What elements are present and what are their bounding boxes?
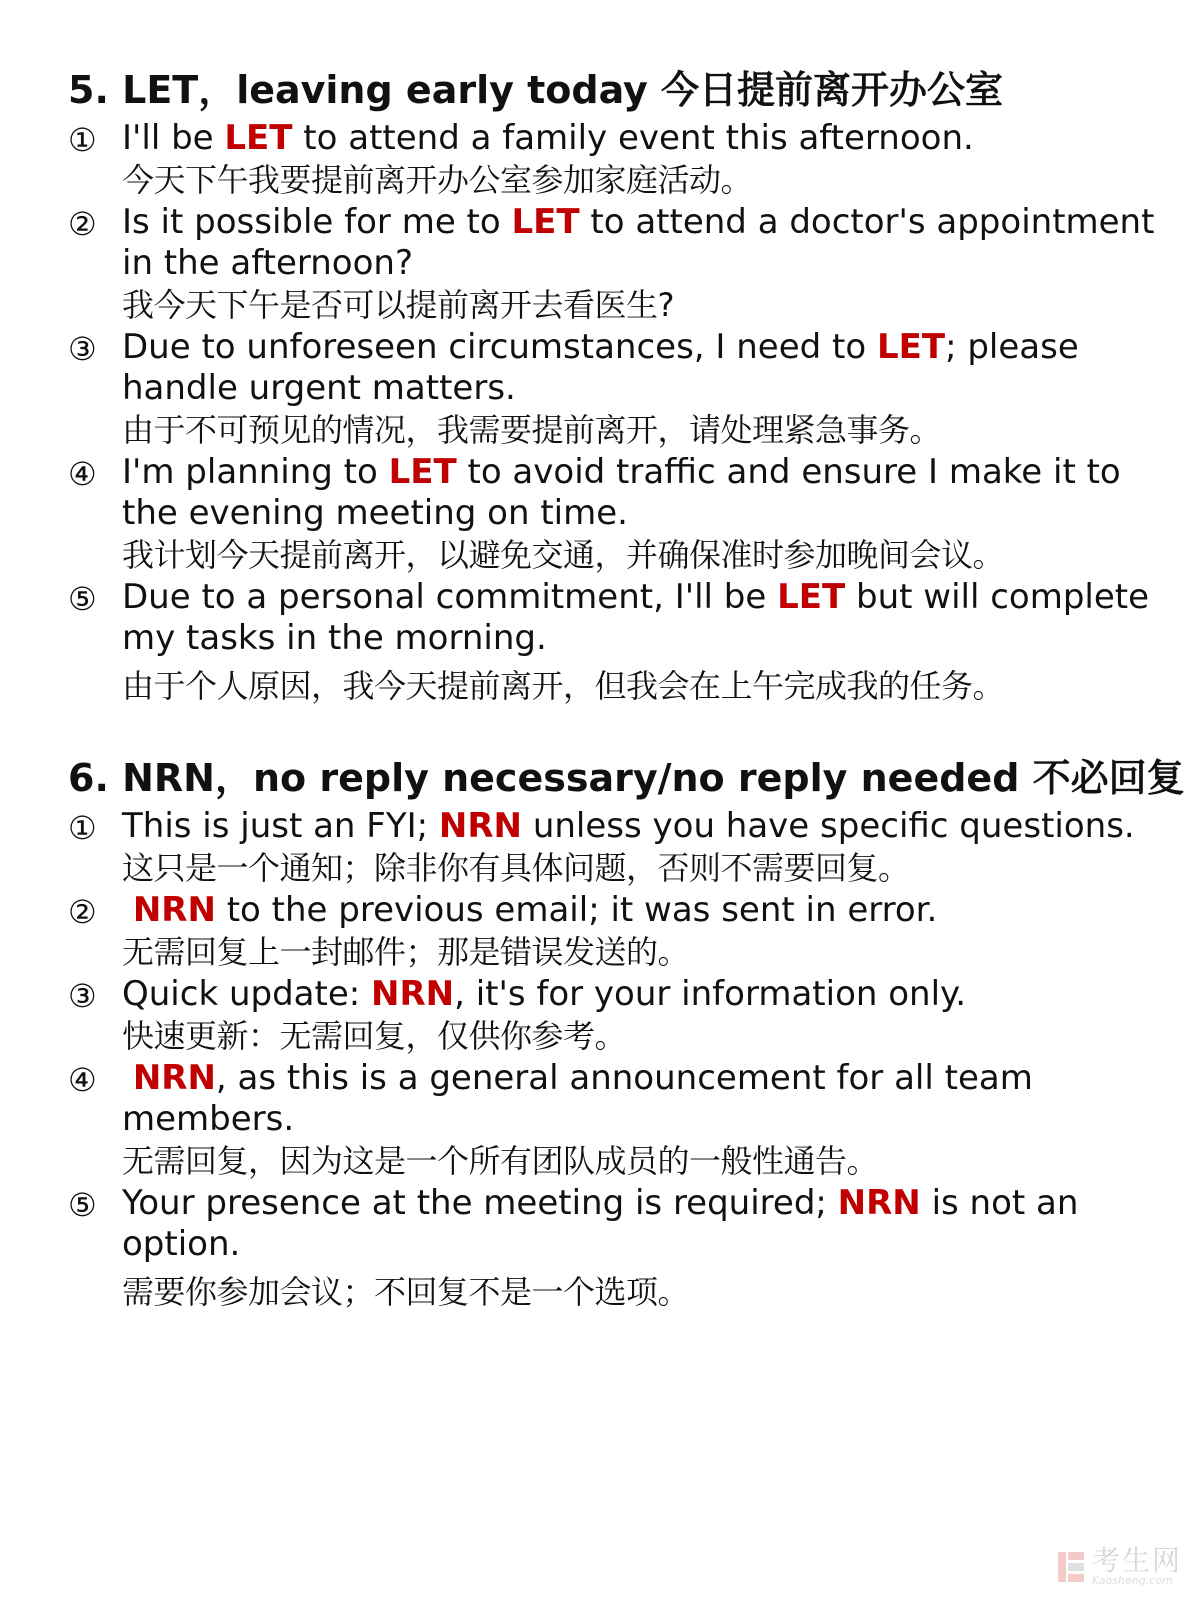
keyword: LET (388, 452, 457, 492)
keyword: NRN (132, 890, 216, 930)
watermark-text: 考生网 (1091, 1544, 1182, 1577)
chinese-translation: 需要你参加会议；不回复不是一个选项。 (122, 1273, 690, 1311)
item-number: ④ (68, 1061, 97, 1099)
keyword: LET (876, 327, 946, 367)
keyword: NRN (132, 1058, 216, 1098)
section-nrn (68, 750, 1185, 1314)
item-number: ⑤ (68, 580, 97, 618)
chinese-translation: 由于个人原因，我今天提前离开，但我会在上午完成我的任务。 (122, 667, 1005, 705)
chinese-translation: 快速更新：无需回复，仅供你参考。 (122, 1017, 627, 1055)
watermark (1056, 1544, 1182, 1587)
item-number: ② (68, 893, 97, 931)
english-sentence: Your presence at the meeting is required; NRN is not an option. (122, 1183, 1079, 1264)
section-title: 6. NRN，no reply necessary/no reply needed 不必回复 (68, 756, 1185, 800)
item-number: ① (68, 809, 97, 847)
english-sentence: NRN to the previous email; it was sent in error. (132, 890, 938, 930)
english-sentence: Due to unforeseen circumstances, I need to LET; please handle urgent matters. (122, 327, 1079, 408)
item-number: ③ (68, 977, 97, 1015)
example-item (68, 202, 1178, 327)
keyword: LET (777, 577, 846, 617)
keyword: NRN (438, 806, 523, 846)
english-sentence: Quick update: NRN, it's for your information only. (122, 974, 967, 1014)
english-sentence: I'll be LET to attend a family event this afternoon. (122, 118, 974, 158)
example-item (68, 1058, 1178, 1183)
keyword: LET (224, 118, 293, 158)
example-item (68, 327, 1178, 452)
english-sentence: This is just an FYI; NRN unless you have specific questions. (122, 806, 1135, 846)
watermark-url: Kaosheng.com (1091, 1574, 1173, 1587)
item-number: ② (68, 205, 97, 243)
example-item (68, 577, 1178, 708)
chinese-translation: 无需回复上一封邮件；那是错误发送的。 (122, 933, 690, 971)
chinese-translation: 我计划今天提前离开，以避免交通，并确保准时参加晚间会议。 (122, 536, 1005, 574)
english-sentence: Due to a personal commitment, I'll be LET but will complete my tasks in the morning. (122, 577, 1150, 658)
kaosheng-logo-icon (1056, 1550, 1086, 1584)
chinese-translation: 无需回复，因为这是一个所有团队成员的一般性通告。 (122, 1142, 879, 1180)
example-item (68, 118, 1178, 202)
item-number: ④ (68, 455, 97, 493)
english-sentence: I'm planning to LET to avoid traffic and ensure I make it to the evening meeting on time. (122, 452, 1121, 533)
chinese-translation: 我今天下午是否可以提前离开去看医生? (122, 286, 674, 324)
keyword: NRN (837, 1183, 921, 1223)
example-item (68, 890, 1178, 974)
section-let (68, 62, 1178, 708)
chinese-translation: 由于不可预见的情况，我需要提前离开，请处理紧急事务。 (122, 411, 942, 449)
item-number: ③ (68, 330, 97, 368)
chinese-translation: 今天下午我要提前离开办公室参加家庭活动。 (122, 161, 753, 199)
example-item (68, 1183, 1178, 1314)
example-item (68, 452, 1178, 577)
english-sentence: NRN, as this is a general announcement for all team members. (122, 1058, 1033, 1139)
english-sentence: Is it possible for me to LET to attend a doctor's appointment in the afternoon? (122, 202, 1155, 283)
example-item (68, 974, 1178, 1058)
keyword: LET (511, 202, 580, 242)
chinese-translation: 这只是一个通知；除非你有具体问题，否则不需要回复。 (122, 849, 910, 887)
document-page (68, 62, 1185, 1356)
item-number: ① (68, 121, 97, 159)
item-number: ⑤ (68, 1186, 97, 1224)
example-item (68, 806, 1178, 890)
section-title: 5. LET，leaving early today 今日提前离开办公室 (68, 68, 1004, 112)
keyword: NRN (371, 974, 455, 1014)
